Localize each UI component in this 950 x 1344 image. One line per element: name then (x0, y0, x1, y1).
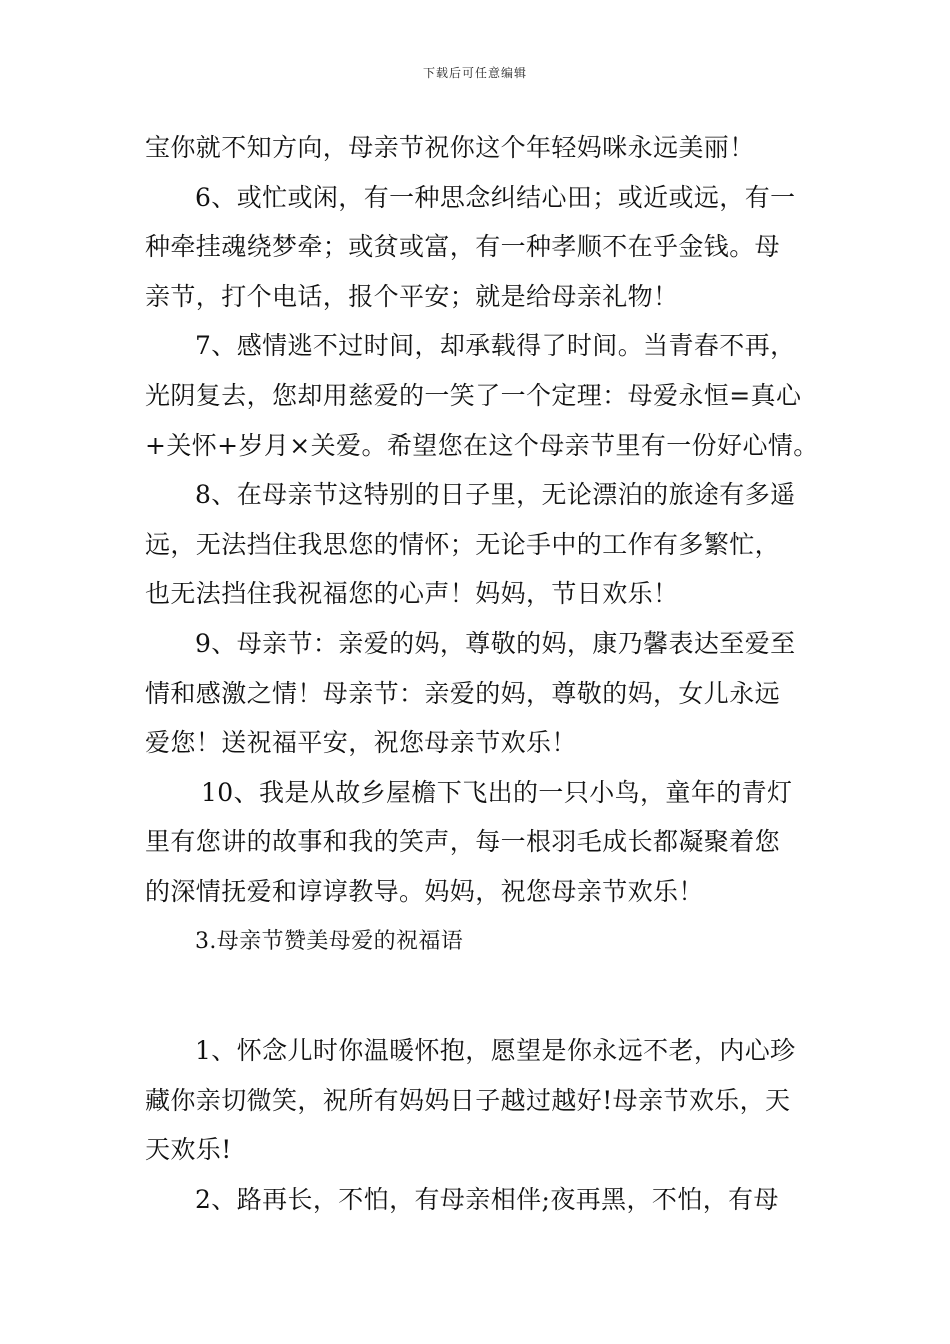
paragraph-7-line: 7、感情逃不过时间，却承载得了时间。当青春不再， (195, 331, 796, 361)
text-line: 远，无法挡住我思您的情怀；无论手中的工作有多繁忙， (145, 529, 781, 559)
text-line: 也无法挡住我祝福您的心声！妈妈，节日欢乐！ (145, 579, 679, 609)
document-body (145, 128, 819, 1229)
paragraph-10-line: 10、我是从故乡屋檐下飞出的一只小鸟，童年的青灯 (201, 777, 793, 807)
text-line: 藏你亲切微笑，祝所有妈妈日子越过越好!母亲节欢乐，天 (145, 1085, 791, 1115)
paragraph-6-line: 6、或忙或闲，有一种思念纠结心田；或近或远，有一 (195, 182, 796, 212)
text-line: 天欢乐! (145, 1135, 232, 1165)
paragraph-2-line: 2、路再长，不怕，有母亲相伴;夜再黑，不怕，有母 (195, 1184, 779, 1214)
text-line: 种牵挂魂绕梦牵；或贫或富，有一种孝顺不在乎金钱。母 (145, 232, 781, 262)
text-line: 里有您讲的故事和我的笑声，每一根羽毛成长都凝聚着您 (145, 827, 781, 857)
text-line: 爱您！送祝福平安，祝您母亲节欢乐！ (145, 728, 577, 758)
page-header: 下载后可任意编辑 (422, 66, 527, 80)
paragraph-1-line: 1、怀念儿时你温暖怀抱，愿望是你永远不老，内心珍 (195, 1036, 796, 1066)
text-line: 亲节，打个电话，报个平安；就是给母亲礼物！ (145, 281, 679, 311)
text-line: 宝你就不知方向，母亲节祝你这个年轻妈咪永远美丽！ (145, 133, 755, 162)
text-line: 的深情抚爱和谆谆教导。妈妈，祝您母亲节欢乐！ (145, 876, 704, 906)
text-line: 光阴复去，您却用慈爱的一笑了一个定理：母爱永恒=真心 (145, 380, 802, 410)
paragraph-8-line: 8、在母亲节这特别的日子里，无论漂泊的旅途有多遥 (195, 480, 796, 510)
text-line: 情和感激之情！母亲节：亲爱的妈，尊敬的妈，女儿永远 (145, 678, 781, 708)
blank-spacer (145, 971, 809, 1031)
section-heading: 3.母亲节赞美母爱的祝福语 (195, 928, 464, 954)
paragraph-9-line: 9、母亲节：亲爱的妈，尊敬的妈，康乃馨表达至爱至 (195, 628, 796, 658)
text-line: +关怀+岁月×关爱。希望您在这个母亲节里有一份好心情。 (145, 430, 819, 460)
